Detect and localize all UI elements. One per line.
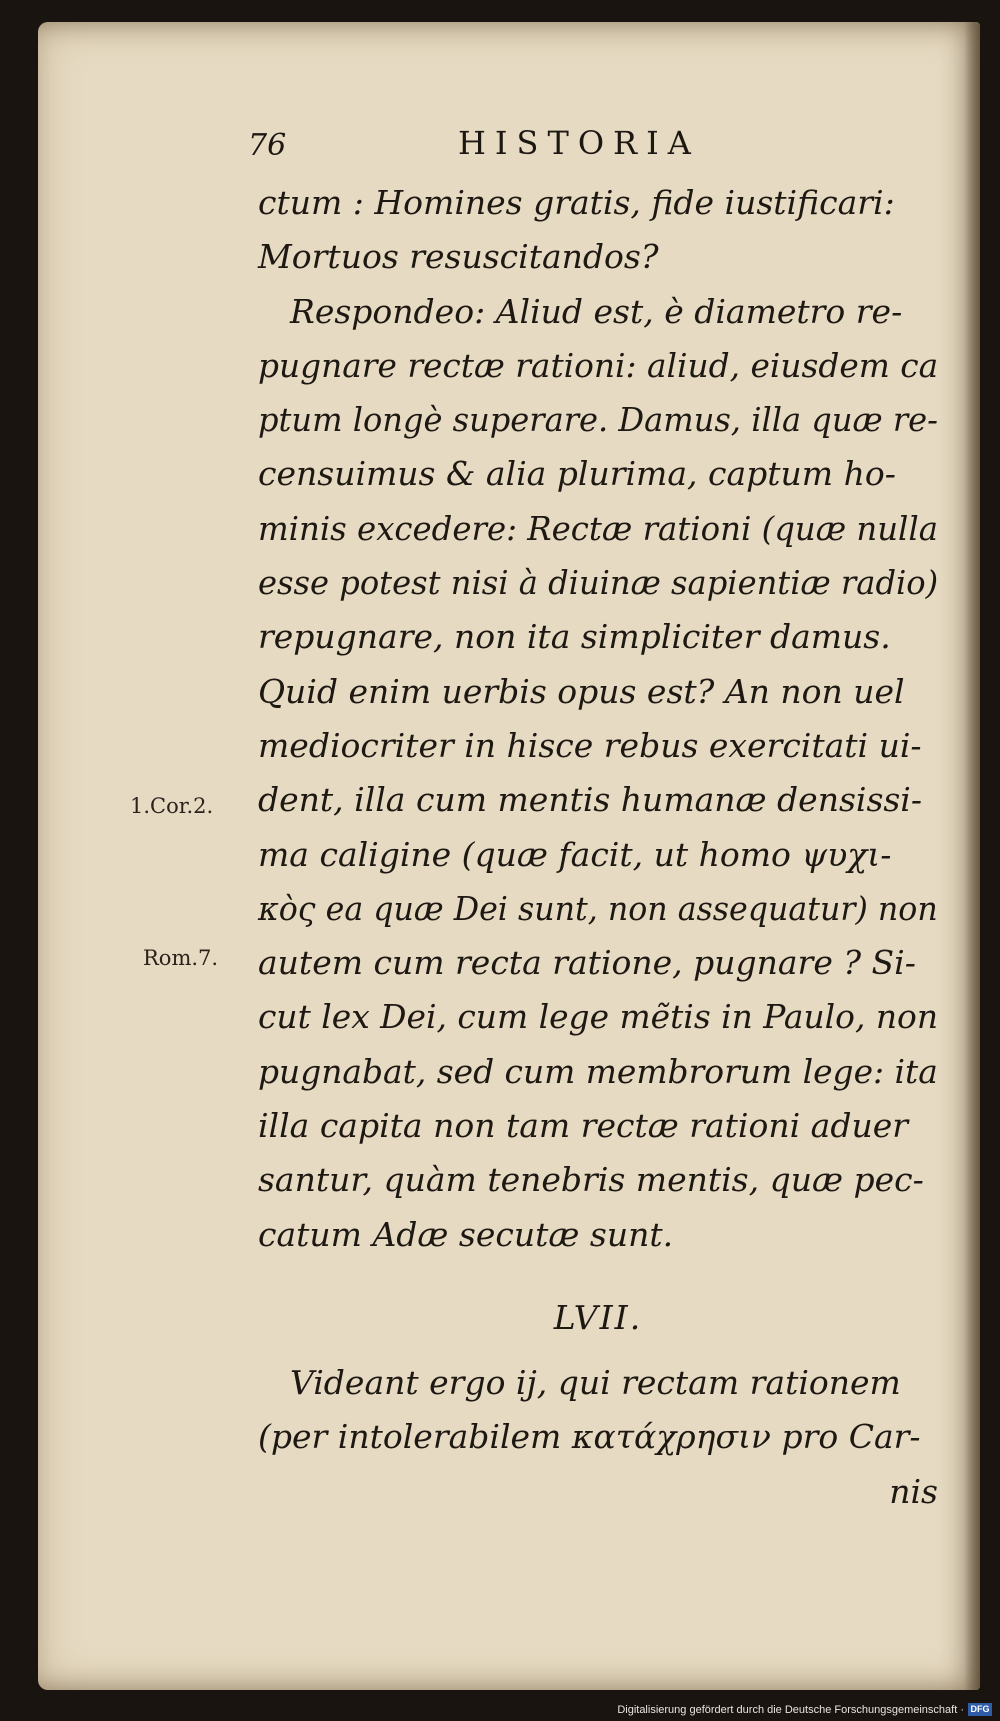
text-line: ma caligine (quæ facit, ut homo ψυχι-	[258, 834, 892, 874]
dfg-logo-icon: DFG	[968, 1703, 992, 1716]
catchword: nis	[889, 1471, 938, 1511]
text-line: censuimus & alia plurima, captum ho-	[258, 454, 896, 494]
text-line: ptum longè superare. Damus, illa quæ re-	[258, 400, 938, 440]
funding-note: Digitalisierung gefördert durch die Deutsche Forschungsgemeinschaft ·	[617, 1704, 964, 1716]
text-line: esse potest nisi à diuinæ sapientiæ radio)	[258, 563, 939, 603]
text-line: pugnare rectæ rationi: aliud, eiusdem ca	[258, 345, 939, 385]
text-line: κὸς ea quæ Dei sunt, non assequatur) non	[258, 888, 938, 928]
running-title: HISTORIA	[458, 124, 700, 162]
text-line: illa capita non tam rectæ rationi aduer	[258, 1106, 909, 1146]
marginal-note-corinthians: 1.Cor.2.	[130, 794, 214, 818]
text-line: Quid enim uerbis opus est? An non uel	[258, 671, 905, 711]
text-line: dent, illa cum mentis humanæ densissi-	[258, 780, 923, 820]
body-text	[258, 176, 938, 1519]
text-line: pugnabat, sed cum membrorum lege: ita	[258, 1051, 938, 1091]
text-line: catum Adæ secutæ sunt.	[258, 1214, 674, 1254]
text-line: mediocriter in hisce rebus exercitati ui-	[258, 725, 922, 765]
marginal-note-romans: Rom.7.	[143, 946, 219, 970]
text-line: santur, quàm tenebris mentis, quæ pec-	[258, 1160, 924, 1200]
text-line: ctum : Homines gratis, fide iustificari:	[258, 183, 895, 222]
text-line: repugnare, non ita simpliciter damus.	[258, 617, 891, 657]
text-line: Videant ergo ij, qui rectam rationem	[290, 1362, 901, 1402]
text-line: autem cum recta ratione, pugnare ? Si-	[258, 943, 916, 983]
page-edge-shadow	[964, 22, 980, 1690]
page-number: 76	[248, 128, 287, 163]
text-line: cut lex Dei, cum lege mẽtis in Paulo, non	[258, 997, 939, 1037]
text-line: (per intolerabilem κατάχρησιν pro Car-	[258, 1417, 921, 1457]
text-line: Respondeo: Aliud est, è diametro re-	[290, 291, 903, 331]
running-head	[248, 124, 948, 168]
section-heading: LVII.	[553, 1297, 643, 1337]
footer-bar	[0, 1695, 1000, 1721]
text-line: minis excedere: Rectæ rationi (quæ nulla	[258, 508, 939, 548]
text-line: Mortuos resuscitandos?	[258, 237, 659, 277]
